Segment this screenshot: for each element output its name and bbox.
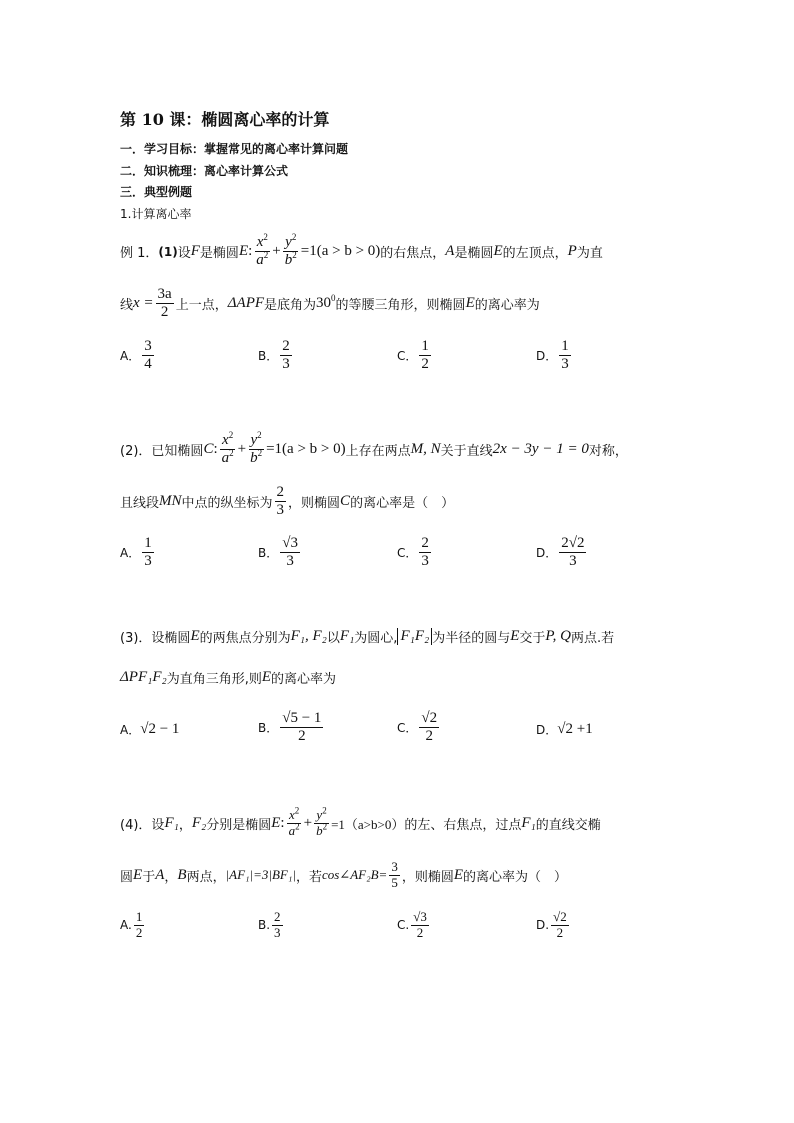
denominator: 2: [298, 728, 306, 745]
option-c[interactable]: [397, 710, 441, 746]
math-var: E: [271, 814, 281, 831]
option-a[interactable]: [120, 910, 146, 941]
math-abs-expr: F₁F₂: [397, 628, 432, 645]
subsection-eccentricity: 1.计算离心率: [120, 207, 192, 221]
math-expr: |AF₁|=3|BF₁|: [225, 867, 296, 883]
option-fraction: [142, 338, 154, 374]
text: 关于直线: [440, 444, 493, 460]
text: 分别是椭圆: [206, 817, 272, 833]
problem-number: (4)．: [120, 817, 152, 833]
option-letter: A．: [120, 546, 141, 561]
math-var: a: [221, 450, 230, 467]
text: 的离心率为: [271, 672, 337, 687]
math-var: y: [316, 807, 323, 822]
problem-3-line-2: [120, 668, 336, 687]
text: 的离心率为（ ）: [463, 869, 568, 885]
math-expr: P, Q: [545, 628, 571, 644]
math-plus: +: [303, 814, 313, 831]
text: 已知椭圆: [151, 444, 204, 460]
math-expr: cos∠AF₂B=: [321, 867, 388, 883]
section-objectives: 一．学习目标：掌握常见的离心率计算问题: [120, 142, 349, 156]
fraction-3-5: [389, 860, 400, 891]
denominator: 4: [144, 356, 152, 373]
option-d[interactable]: [536, 535, 588, 571]
text: 于: [142, 869, 156, 885]
denominator: 3: [282, 356, 290, 373]
math-var: E: [238, 243, 249, 260]
math-expr: M, N: [410, 441, 441, 458]
option-fraction: [559, 535, 586, 571]
math-var: A: [445, 243, 455, 260]
math-var: E: [510, 628, 520, 644]
text: 两点.若: [570, 631, 615, 646]
denominator: 5: [391, 874, 398, 890]
numerator: √5 − 1: [280, 710, 323, 728]
math-var: x: [222, 432, 229, 448]
math-var: E: [453, 866, 463, 883]
text: 的离心率是（ ）: [350, 496, 455, 512]
option-expr: √2 +1: [557, 721, 593, 737]
option-c[interactable]: [397, 338, 433, 374]
numerator: 2: [280, 338, 292, 356]
option-fraction: [419, 710, 439, 746]
exponent: 2: [263, 250, 269, 261]
option-b[interactable]: [258, 338, 294, 374]
exponent: 2: [291, 232, 297, 242]
exponent: 2: [292, 250, 297, 261]
exponent: 2: [257, 448, 263, 459]
text: 线: [120, 298, 134, 314]
fraction-x2-a2: [220, 432, 236, 468]
option-letter: C．: [397, 349, 418, 364]
option-a[interactable]: [120, 721, 179, 738]
fraction-2-3: [275, 484, 287, 520]
text: 的左、右焦点，过点: [404, 817, 522, 833]
option-letter: C．: [397, 721, 418, 736]
numerator: √3: [280, 535, 300, 553]
option-fraction: [142, 535, 154, 571]
text: 交于: [519, 631, 546, 646]
ellipse-equation: =1(a > b > 0): [300, 243, 381, 260]
text: 为直角三角形,则: [166, 672, 262, 687]
fraction-y2-b2: [248, 432, 264, 468]
math-var: b: [316, 822, 323, 838]
text: 设: [151, 817, 165, 833]
fraction-y2-b2: [314, 805, 329, 839]
text: 的等腰三角形，则椭圆: [335, 298, 466, 314]
option-a[interactable]: [120, 338, 156, 374]
option-d[interactable]: [536, 338, 573, 374]
math-var: y: [285, 234, 292, 250]
option-fraction: [272, 910, 283, 941]
math-var: b: [250, 450, 258, 467]
numerator: √2: [419, 710, 439, 728]
ellipse-equation: =1（a>b>0）: [331, 816, 405, 832]
denominator: 3: [286, 553, 294, 570]
option-letter: D．: [536, 546, 558, 561]
option-c[interactable]: [397, 910, 431, 941]
text: 以: [326, 631, 340, 646]
option-expr: √2 − 1: [140, 721, 180, 737]
page-title: 第 10 课：椭圆离心率的计算: [120, 110, 330, 129]
math-var: b: [284, 252, 293, 269]
option-letter: B．: [258, 721, 279, 736]
math-expr: F₁, F₂: [290, 628, 327, 644]
option-d[interactable]: [536, 721, 593, 738]
option-b[interactable]: [258, 910, 285, 941]
option-letter: D.: [536, 918, 550, 933]
exponent: 2: [322, 805, 327, 816]
math-plus: +: [237, 441, 247, 458]
numerator: √3: [413, 909, 427, 924]
option-letter: A．: [120, 349, 141, 364]
text: 为直: [576, 246, 603, 262]
option-letter: B．: [258, 349, 279, 364]
text: 的两焦点分别为: [199, 631, 291, 646]
option-fraction: [280, 535, 300, 571]
denominator: 3: [144, 553, 152, 570]
section-examples: 三．典型例题: [120, 185, 193, 199]
math-var: E: [493, 243, 503, 260]
text: 且线段: [120, 496, 160, 512]
math-var: E: [190, 628, 200, 644]
math-plus: +: [272, 243, 281, 260]
text: 的左顶点，: [502, 246, 568, 262]
math-expr: F₁: [164, 814, 179, 831]
example-label: 例 1．: [120, 246, 159, 262]
math-var: y: [250, 432, 258, 448]
denominator: 2: [416, 924, 424, 940]
denominator: 2: [135, 924, 143, 940]
math-number: 30: [316, 295, 332, 312]
denominator: 3: [276, 502, 285, 519]
text: 是底角为: [264, 298, 317, 314]
text: 设椭圆: [151, 631, 191, 646]
math-var: A: [155, 866, 165, 883]
problem-3-line-1: [120, 627, 614, 646]
numerator: 3: [142, 338, 154, 356]
text: 上存在两点: [345, 444, 411, 460]
exponent: 2: [294, 805, 300, 816]
fraction-3a-2: [156, 286, 174, 322]
line-equation: 2x − 3y − 1 = 0: [492, 441, 589, 458]
option-letter: A．: [120, 723, 141, 737]
section-knowledge: 二．知识梳理：离心率计算公式: [120, 164, 289, 178]
exponent: 2: [229, 448, 234, 459]
problem-number: (2)．: [120, 444, 152, 460]
numerator: 3a: [156, 286, 174, 304]
denominator: 3: [569, 553, 577, 570]
math-expr: ΔAPF: [227, 295, 265, 312]
option-fraction: [419, 338, 431, 374]
ellipse-equation: =1(a > b > 0): [266, 441, 346, 458]
option-letter: D．: [536, 723, 558, 737]
option-b[interactable]: [258, 535, 302, 571]
option-fraction: [551, 910, 569, 941]
numerator: 2: [275, 484, 287, 502]
problem-4-line-1: [120, 805, 601, 839]
text: 圆: [120, 869, 134, 885]
numerator: 2: [274, 909, 281, 924]
text: 为圆心,: [354, 631, 398, 646]
math-var: C: [340, 493, 351, 510]
option-fraction: [280, 338, 292, 374]
text: 的右焦点，: [380, 246, 446, 262]
exponent: 2: [257, 430, 262, 440]
math-var: P: [567, 243, 577, 260]
option-letter: A.: [120, 918, 132, 933]
denominator: 3: [274, 924, 281, 940]
math-expr: F₂: [191, 814, 207, 831]
problem-4-line-2: [120, 860, 567, 891]
math-var: B: [177, 866, 187, 883]
text: 是椭圆: [454, 246, 494, 262]
math-var: E: [261, 669, 272, 685]
math-expr: ΔPF₁F₂: [120, 669, 167, 685]
math-var: C: [203, 441, 214, 458]
numerator: 1: [559, 338, 571, 356]
option-d[interactable]: [536, 910, 571, 941]
fraction-y2-b2: [283, 234, 299, 270]
option-b[interactable]: [258, 710, 325, 746]
text: ，则椭圆: [401, 869, 454, 885]
option-fraction: [419, 535, 431, 571]
numerator: 1: [419, 338, 431, 356]
math-colon: :: [248, 243, 253, 260]
math-var: F: [190, 243, 200, 260]
denominator: 3: [561, 356, 569, 373]
math-var: E: [465, 295, 475, 312]
text: ，: [178, 817, 192, 833]
math-var: x: [288, 807, 295, 822]
numerator: 2√2: [559, 535, 586, 553]
math-expr: F₁: [521, 814, 536, 831]
text: 对称，: [588, 444, 628, 460]
denominator: 3: [421, 553, 429, 570]
problem-number: (1): [158, 244, 178, 259]
option-fraction: [559, 338, 571, 374]
problem-2-line-1: [120, 432, 628, 468]
text: ，则椭圆: [288, 496, 341, 512]
math-colon: :: [213, 441, 218, 458]
exponent: 2: [295, 821, 300, 832]
math-expr: x =: [133, 295, 154, 312]
text: ，若: [295, 869, 322, 885]
option-fraction: [280, 710, 323, 746]
numerator: 1: [135, 909, 143, 924]
exponent: 0: [331, 293, 336, 304]
text: 设: [177, 246, 191, 262]
math-var: E: [133, 866, 143, 883]
option-letter: C．: [397, 546, 418, 561]
numerator: 2: [419, 535, 431, 553]
denominator: 2: [425, 728, 433, 745]
denominator: 2: [160, 304, 169, 321]
exponent: 2: [228, 430, 234, 440]
problem-1-line-1: [120, 234, 603, 270]
text: ，: [164, 869, 178, 885]
text: 的直线交椭: [535, 817, 601, 833]
text: 上一点，: [175, 298, 228, 314]
numerator: 1: [142, 535, 154, 553]
option-letter: B．: [258, 546, 279, 561]
numerator: √2: [553, 909, 567, 924]
math-expr: F₁: [339, 628, 355, 644]
text: 两点，: [186, 869, 226, 885]
fraction-x2-a2: [254, 234, 270, 270]
problem-1-line-2: [120, 286, 540, 322]
math-var: a: [256, 252, 264, 269]
text: 是椭圆: [199, 246, 239, 262]
math-var: x: [256, 234, 264, 250]
text: 为半径的圆与: [432, 631, 511, 646]
option-letter: B.: [258, 918, 271, 933]
math-colon: :: [280, 814, 285, 831]
numerator: 3: [391, 859, 398, 874]
option-a[interactable]: [120, 535, 156, 571]
text: 的离心率为: [474, 298, 540, 314]
text: 中点的纵坐标为: [181, 496, 273, 512]
option-c[interactable]: [397, 535, 433, 571]
problem-2-line-2: [120, 484, 454, 520]
denominator: 2: [556, 924, 564, 940]
math-var: MN: [159, 493, 182, 510]
exponent: 2: [322, 821, 328, 832]
math-var: a: [288, 822, 296, 838]
problem-number: (3)．: [120, 631, 152, 646]
fraction-x2-a2: [287, 805, 302, 839]
option-fraction: [134, 910, 145, 941]
option-letter: D．: [536, 349, 558, 364]
denominator: 2: [421, 356, 429, 373]
exponent: 2: [263, 232, 268, 242]
option-fraction: [411, 910, 429, 941]
option-letter: C.: [397, 918, 410, 933]
